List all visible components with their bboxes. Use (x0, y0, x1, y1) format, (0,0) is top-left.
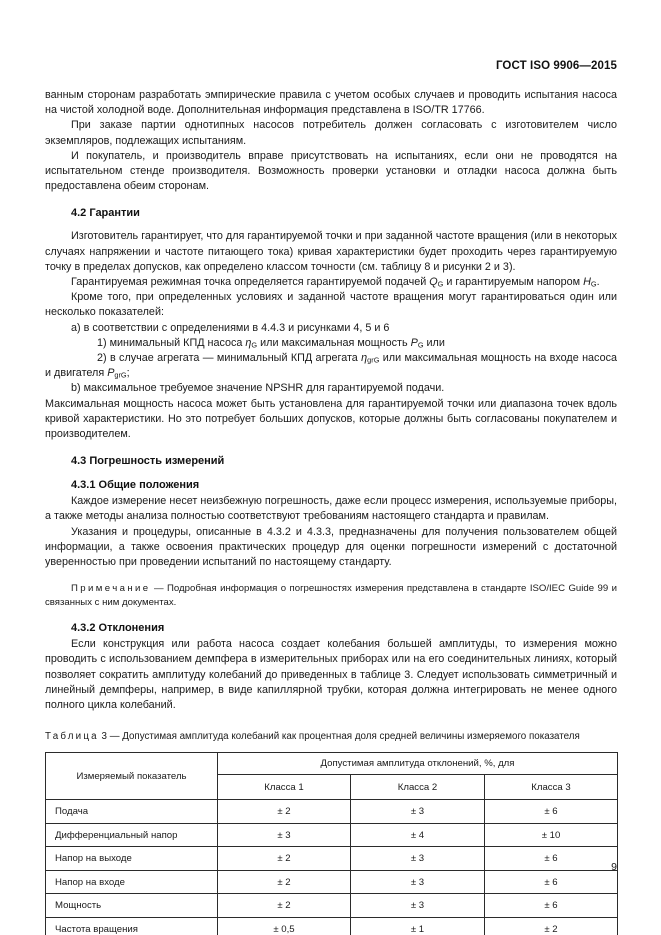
table-caption-text: — Допустимая амплитуда колебаний как процентная доля средней величины измеряемого показателя (109, 731, 580, 743)
table-cell-parameter: Напор на выходе (46, 847, 218, 871)
table-caption-number: 3 (98, 731, 110, 743)
paragraph-431-2: Указания и процедуры, описанные в 4.3.2 и 4.3.3, предназначены для получения пользователем общей информации, а также освоения практических процедур для оценки погрешности измерений с достаточной уверенностью при проведении испытаний по настоящему стандарту. (45, 525, 617, 569)
text-seg: ; (126, 367, 130, 380)
table-cell-value: ± 2 (485, 917, 618, 935)
symbol-q: Q (429, 276, 438, 289)
table-cell-value: ± 2 (218, 870, 351, 894)
page-header (45, 0, 617, 72)
text-seg: или (423, 336, 445, 349)
text-seg: или максимальная мощность (257, 336, 411, 349)
table-cell-value: ± 0,5 (218, 917, 351, 935)
table-cell-value: ± 6 (485, 800, 618, 824)
note-431 (45, 582, 617, 610)
page-number: 9 (611, 861, 617, 873)
table-header-group: Допустимая амплитуда отклонений, %, для (218, 753, 618, 775)
paragraph-order-batch: При заказе партии однотипных насосов потребитель должен согласовать с изготовителем число экземпляров, подлежащих испытаниям. (45, 119, 617, 147)
text-seg: . (596, 276, 600, 289)
page-content (45, 0, 617, 935)
text-seg: и гарантируемым напором (443, 276, 584, 289)
list-item-b: b) максимальное требуемое значение NPSHR для гарантируемой подачи. (71, 382, 445, 395)
heading-4-3-2: 4.3.2 Отклонения (71, 622, 165, 635)
table-header-row-group (46, 753, 618, 775)
table-cell-parameter: Частота вращения (46, 917, 218, 935)
table-cell-value: ± 10 (485, 823, 618, 847)
table-cell-parameter: Дифференциальный напор (46, 823, 218, 847)
symbol-p-gr-subscript: grG (114, 370, 127, 380)
symbol-eta-gr: η (361, 352, 368, 365)
table-cell-value: ± 3 (351, 847, 485, 871)
text-seg: Гарантируемая режимная точка определяется гарантируемой подачей (71, 276, 430, 289)
table-cell-parameter: Напор на входе (46, 870, 218, 894)
note-dash: — (150, 583, 168, 595)
symbol-eta: η (245, 336, 252, 349)
paragraph-431-1: Каждое измерение несет неизбежную погрешность, даже если процесс измерения, используемые приборы, а также методы анализа полностью соответствуют требованиям настоящего стандарта и правилам. (45, 495, 617, 523)
table-cell-value: ± 6 (485, 870, 618, 894)
text-seg: 2) в случае агрегата — минимальный КПД агрегата (97, 352, 362, 365)
symbol-eta-subscript: G (251, 340, 258, 350)
table-row (46, 847, 618, 871)
symbol-p: P (410, 336, 418, 349)
table-row (46, 894, 618, 918)
paragraph-42-3: Кроме того, при определенных условиях и заданной частоте вращения могут гарантироваться один или несколько показателей: (45, 291, 617, 319)
paragraph-432-1: Если конструкция или работа насоса создает колебания большей амплитуды, то измерения можно проводить с использованием демпфера в измерительных приборах или на его соединительных линиях, который позволяет сократить амплитуду колебаний до приведенных в таблице 3. Следует использовать симметричный и линейный демпферы, например, в виде капиллярной трубки, которая должна интегрировать не менее одного полного цикла колебаний. (45, 638, 617, 712)
table-3-caption (45, 730, 617, 743)
table-cell-parameter: Подача (46, 800, 218, 824)
list-item-a: a) в соответствии с определениями в 4.4.3 и рисунками 4, 5 и 6 (71, 321, 390, 334)
heading-4-3: 4.3 Погрешность измерений (71, 455, 225, 468)
standard-title: ГОСТ ISO 9906—2015 (495, 60, 617, 72)
table-cell-value: ± 2 (218, 800, 351, 824)
table-cell-value: ± 3 (351, 870, 485, 894)
table-cell-value: ± 3 (351, 800, 485, 824)
list-item-a1 (45, 336, 617, 351)
heading-4-2: 4.2 Гарантии (71, 207, 140, 220)
paragraph-42-4: Максимальная мощность насоса может быть установлена для гарантируемой точки или диапазона точек вдоль кривой характеристики. Но это потребует больших допусков, которые должны быть согласованы покупателем и производителем. (45, 397, 617, 441)
paragraph-continued: ванным сторонам разработать эмпирические правила с учетом особых случаев и проводить испытания насоса на чистой холодной воде. Дополнительная информация представлена в ISO/TR 17766. (45, 89, 617, 117)
table-row (46, 823, 618, 847)
symbol-h: H (583, 276, 591, 289)
note-label: Примечание (71, 583, 151, 595)
table-header-class-1: Класса 1 (218, 775, 351, 800)
table-cell-value: ± 4 (351, 823, 485, 847)
list-item-a2 (45, 351, 617, 381)
table-cell-value: ± 2 (218, 894, 351, 918)
paragraph-42-1: Изготовитель гарантирует, что для гарантируемой точки и при заданной частоте вращения (или в некоторых случаях напряжении и частоте питающего тока) кривая характеристики будет проходить через гарантируемую точку в пределах допусков, как определено классом точности (см. таблицу 8 и рисунки 2 и 3). (45, 230, 617, 273)
symbol-p-subscript: G (417, 340, 424, 350)
note-text: Подробная информация о погрешностях измерения представлена в стандарте ISO/IEC Guide 99 и связанных с ним документах. (45, 583, 617, 609)
symbol-p-gr: P (107, 367, 115, 380)
table-3 (45, 752, 618, 935)
symbol-q-subscript: G (437, 279, 444, 289)
table-cell-value: ± 3 (218, 823, 351, 847)
text-seg: 1) минимальный КПД насоса (97, 336, 246, 349)
heading-4-3-1: 4.3.1 Общие положения (71, 479, 200, 492)
table-cell-value: ± 6 (485, 847, 618, 871)
table-cell-value: ± 2 (218, 847, 351, 871)
table-row (46, 917, 618, 935)
table-header-parameter: Измеряемый показатель (46, 753, 218, 800)
table-row (46, 800, 618, 824)
table-row (46, 870, 618, 894)
table-cell-parameter: Мощность (46, 894, 218, 918)
symbol-h-subscript: G (590, 279, 597, 289)
table-header-class-2: Класса 2 (351, 775, 485, 800)
paragraph-42-2 (45, 275, 617, 290)
table-header-class-3: Класса 3 (485, 775, 618, 800)
paragraph-buyer-manufacturer: И покупатель, и производитель вправе присутствовать на испытаниях, если они не проводятся на испытательном стенде производителя. Возможность проверки установки и отладки насоса должна быть предоставлена обеим сторонам. (45, 149, 617, 193)
table-cell-value: ± 6 (485, 894, 618, 918)
table-caption-label: Таблица (45, 731, 99, 743)
table-cell-value: ± 1 (351, 917, 485, 935)
symbol-eta-gr-subscript: grG (367, 355, 380, 365)
table-cell-value: ± 3 (351, 894, 485, 918)
text-seg: или максимальная мощность на входе насоса и двигателя (45, 352, 617, 380)
